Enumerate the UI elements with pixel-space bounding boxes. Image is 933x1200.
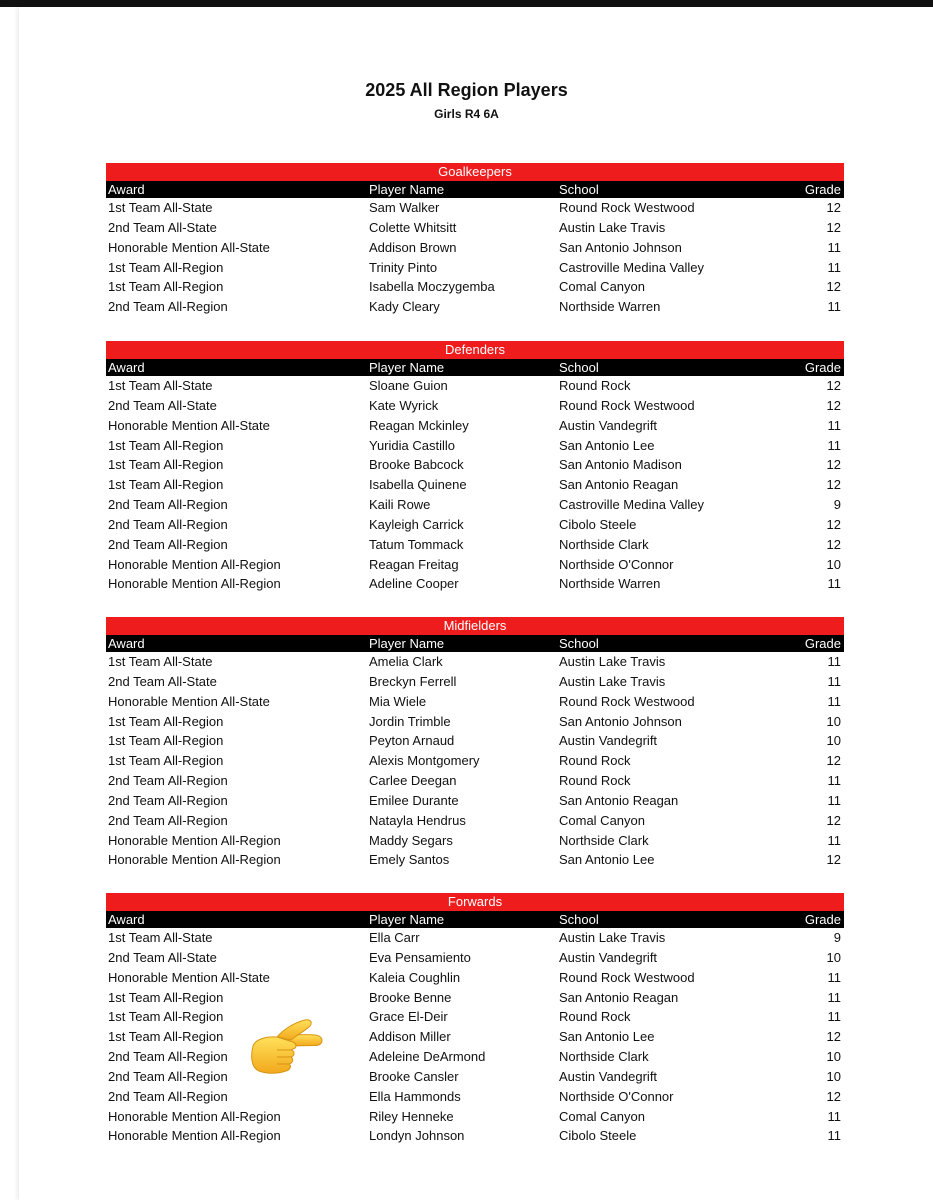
- school-cell: Austin Lake Travis: [559, 673, 666, 689]
- school-cell: San Antonio Reagan: [559, 792, 679, 808]
- player-name-cell: Reagan Mckinley: [369, 417, 469, 433]
- player-name-cell: Jordin Trimble: [369, 713, 451, 729]
- award-cell: 1st Team All-Region: [108, 259, 224, 275]
- player-name-cell: Colette Whitsitt: [369, 219, 457, 235]
- grade-cell: 12: [826, 457, 841, 473]
- grade-cell: 11: [827, 773, 841, 789]
- award-cell: 1st Team All-Region: [108, 989, 224, 1005]
- grade-cell: 11: [827, 576, 841, 592]
- column-header-row: [106, 911, 844, 928]
- school-cell: San Antonio Johnson: [559, 713, 682, 729]
- grade-cell: 11: [827, 437, 841, 453]
- player-name-cell: Isabella Moczygemba: [369, 279, 495, 295]
- table-row: [106, 672, 844, 692]
- grade-cell: 11: [827, 693, 841, 709]
- player-name-cell: Yuridia Castillo: [369, 437, 455, 453]
- player-name-cell: Brooke Benne: [369, 989, 452, 1005]
- school-cell: Round Rock Westwood: [559, 693, 695, 709]
- grade-cell: 11: [827, 417, 841, 433]
- award-cell: 2nd Team All-Region: [108, 1049, 228, 1065]
- table-row: [106, 198, 844, 218]
- section-goalkeepers: [106, 163, 844, 317]
- school-cell: Round Rock: [559, 773, 631, 789]
- table-row: [106, 1126, 844, 1146]
- column-header-award: Award: [108, 912, 145, 927]
- award-cell: 1st Team All-Region: [108, 1029, 224, 1045]
- grade-cell: 10: [826, 713, 841, 729]
- award-cell: 2nd Team All-Region: [108, 773, 228, 789]
- player-name-cell: Kaleia Coughlin: [369, 969, 461, 985]
- player-name-cell: Kaili Rowe: [369, 497, 431, 513]
- award-cell: 1st Team All-Region: [108, 713, 224, 729]
- school-cell: Comal Canyon: [559, 812, 645, 828]
- player-name-cell: Emely Santos: [369, 852, 450, 868]
- award-cell: 1st Team All-Region: [108, 437, 224, 453]
- school-cell: Austin Vandegrift: [559, 733, 658, 749]
- award-cell: 2nd Team All-Region: [108, 536, 228, 552]
- table-row: [106, 1027, 844, 1047]
- grade-cell: 11: [827, 969, 841, 985]
- table-row: [106, 1107, 844, 1127]
- table-row: [106, 376, 844, 396]
- player-name-cell: Breckyn Ferrell: [369, 673, 457, 689]
- table-row: [106, 495, 844, 515]
- award-cell: 1st Team All-State: [108, 378, 213, 393]
- school-cell: Castroville Medina Valley: [559, 259, 704, 275]
- school-cell: Castroville Medina Valley: [559, 497, 704, 513]
- grade-cell: 12: [826, 753, 841, 769]
- grade-cell: 10: [826, 733, 841, 749]
- column-header-row: [106, 181, 844, 198]
- grade-cell: 12: [826, 219, 841, 235]
- section-forwards: [106, 893, 844, 1146]
- award-cell: 2nd Team All-Region: [108, 792, 228, 808]
- school-cell: Austin Lake Travis: [559, 930, 666, 945]
- column-header-name: Player Name: [369, 912, 445, 927]
- school-cell: Austin Vandegrift: [559, 1068, 658, 1084]
- table-row: [106, 455, 844, 475]
- award-cell: 1st Team All-State: [108, 200, 213, 215]
- column-header-name: Player Name: [369, 636, 445, 651]
- grade-cell: 11: [827, 239, 841, 255]
- table-row: [106, 731, 844, 751]
- award-cell: 2nd Team All-State: [108, 949, 217, 965]
- column-header-award: Award: [108, 360, 145, 375]
- column-header-award: Award: [108, 182, 145, 197]
- award-cell: 2nd Team All-Region: [108, 1088, 228, 1104]
- player-name-cell: Riley Henneke: [369, 1108, 454, 1124]
- school-cell: San Antonio Lee: [559, 1029, 655, 1045]
- column-header-school: School: [559, 636, 599, 651]
- table-row: [106, 751, 844, 771]
- award-cell: 1st Team All-Region: [108, 279, 224, 295]
- award-cell: 2nd Team All-Region: [108, 812, 228, 828]
- school-cell: San Antonio Lee: [559, 437, 655, 453]
- document-subtitle: Girls R4 6A: [434, 107, 499, 121]
- player-name-cell: Addison Miller: [369, 1029, 451, 1045]
- player-name-cell: Addison Brown: [369, 239, 457, 255]
- player-name-cell: Grace El-Deir: [369, 1009, 448, 1025]
- grade-cell: 11: [827, 673, 841, 689]
- table-row: [106, 574, 844, 594]
- player-name-cell: Natayla Hendrus: [369, 812, 466, 828]
- school-cell: Northside O'Connor: [559, 1088, 674, 1104]
- player-name-cell: Ella Carr: [369, 930, 420, 945]
- award-cell: 2nd Team All-State: [108, 397, 217, 413]
- column-header-grade: Grade: [804, 360, 841, 375]
- school-cell: Round Rock: [559, 378, 631, 393]
- player-name-cell: Peyton Arnaud: [369, 733, 455, 749]
- grade-cell: 10: [826, 1068, 841, 1084]
- grade-cell: 11: [827, 654, 841, 669]
- school-cell: Austin Vandegrift: [559, 417, 658, 433]
- school-cell: Northside Warren: [559, 576, 661, 592]
- table-row: [106, 258, 844, 278]
- table-row: [106, 475, 844, 495]
- column-header-name: Player Name: [369, 182, 445, 197]
- player-name-cell: Adeline Cooper: [369, 576, 459, 592]
- grade-cell: 10: [826, 1049, 841, 1065]
- table-row: [106, 712, 844, 732]
- player-name-cell: Reagan Freitag: [369, 556, 459, 572]
- award-cell: 1st Team All-Region: [108, 753, 224, 769]
- table-row: [106, 968, 844, 988]
- player-name-cell: Brooke Cansler: [369, 1068, 459, 1084]
- grade-cell: 12: [826, 812, 841, 828]
- grade-cell: 11: [827, 989, 841, 1005]
- column-header-grade: Grade: [804, 182, 841, 197]
- table-row: [106, 1067, 844, 1087]
- award-cell: Honorable Mention All-Region: [108, 556, 281, 572]
- grade-cell: 10: [826, 949, 841, 965]
- grade-cell: 12: [826, 1088, 841, 1104]
- school-cell: Round Rock: [559, 1009, 631, 1025]
- award-cell: Honorable Mention All-State: [108, 417, 270, 433]
- award-cell: Honorable Mention All-State: [108, 969, 270, 985]
- table-row: [106, 692, 844, 712]
- grade-cell: 12: [826, 477, 841, 493]
- player-name-cell: Kayleigh Carrick: [369, 516, 464, 532]
- player-name-cell: Tatum Tommack: [369, 536, 464, 552]
- award-cell: Honorable Mention All-State: [108, 693, 270, 709]
- school-cell: Northside Clark: [559, 832, 649, 848]
- grade-cell: 11: [827, 259, 841, 275]
- award-cell: Honorable Mention All-Region: [108, 832, 281, 848]
- school-cell: Comal Canyon: [559, 1108, 645, 1124]
- column-header-award: Award: [108, 636, 145, 651]
- section-defenders: [106, 341, 844, 594]
- school-cell: Round Rock Westwood: [559, 969, 695, 985]
- document-title: 2025 All Region Players: [365, 80, 568, 100]
- school-cell: Austin Lake Travis: [559, 219, 666, 235]
- column-header-row: [106, 635, 844, 652]
- grade-cell: 12: [826, 852, 841, 868]
- award-cell: 1st Team All-Region: [108, 457, 224, 473]
- table-row: [106, 555, 844, 575]
- award-cell: Honorable Mention All-State: [108, 239, 270, 255]
- grade-cell: 12: [826, 1029, 841, 1045]
- table-row: [106, 535, 844, 555]
- player-name-cell: Mia Wiele: [369, 693, 427, 709]
- table-row: [106, 218, 844, 238]
- table-row: [106, 850, 844, 870]
- grade-cell: 12: [826, 397, 841, 413]
- award-cell: Honorable Mention All-Region: [108, 576, 281, 592]
- award-cell: Honorable Mention All-Region: [108, 852, 281, 868]
- grade-cell: 11: [827, 1108, 841, 1124]
- player-name-cell: Brooke Babcock: [369, 457, 464, 473]
- award-cell: 2nd Team All-Region: [108, 1068, 228, 1084]
- pointing-hand-icon: [247, 1016, 323, 1084]
- table-row: [106, 277, 844, 297]
- award-cell: 1st Team All-Region: [108, 477, 224, 493]
- column-header-school: School: [559, 182, 599, 197]
- school-cell: Round Rock: [559, 753, 631, 769]
- table-row: [106, 771, 844, 791]
- grade-cell: 10: [826, 556, 841, 572]
- player-name-cell: Alexis Montgomery: [369, 753, 480, 769]
- grade-cell: 11: [827, 832, 841, 848]
- grade-cell: 11: [827, 792, 841, 808]
- player-name-cell: Emilee Durante: [369, 792, 459, 808]
- school-cell: Austin Lake Travis: [559, 654, 666, 669]
- player-name-cell: Amelia Clark: [369, 654, 443, 669]
- grade-cell: 11: [827, 299, 841, 315]
- column-header-row: [106, 359, 844, 376]
- table-row: [106, 1087, 844, 1107]
- school-cell: Northside Clark: [559, 536, 649, 552]
- table-row: [106, 948, 844, 968]
- grade-cell: 12: [826, 279, 841, 295]
- section-header: Goalkeepers: [106, 163, 844, 181]
- award-cell: 1st Team All-State: [108, 930, 213, 945]
- school-cell: Northside Warren: [559, 299, 661, 315]
- table-row: [106, 238, 844, 258]
- school-cell: San Antonio Reagan: [559, 989, 679, 1005]
- column-header-school: School: [559, 912, 599, 927]
- award-cell: 2nd Team All-Region: [108, 299, 228, 315]
- player-name-cell: Ella Hammonds: [369, 1088, 461, 1104]
- table-row: [106, 988, 844, 1008]
- grade-cell: 12: [826, 536, 841, 552]
- section-midfielders: [106, 617, 844, 870]
- table-row: [106, 791, 844, 811]
- player-name-cell: Kate Wyrick: [369, 397, 439, 413]
- award-cell: Honorable Mention All-Region: [108, 1108, 281, 1124]
- player-name-cell: Maddy Segars: [369, 832, 453, 848]
- player-name-cell: Isabella Quinene: [369, 477, 467, 493]
- section-header: Forwards: [106, 893, 844, 911]
- table-row: [106, 297, 844, 317]
- table-row: [106, 396, 844, 416]
- award-cell: 1st Team All-Region: [108, 1009, 224, 1025]
- player-name-cell: Sloane Guion: [369, 378, 448, 393]
- table-row: [106, 831, 844, 851]
- table-row: [106, 436, 844, 456]
- player-name-cell: Sam Walker: [369, 200, 440, 215]
- grade-cell: 9: [833, 497, 841, 513]
- grade-cell: 12: [826, 200, 841, 215]
- award-cell: 2nd Team All-State: [108, 219, 217, 235]
- award-cell: 2nd Team All-Region: [108, 516, 228, 532]
- table-row: [106, 811, 844, 831]
- award-cell: Honorable Mention All-Region: [108, 1128, 281, 1144]
- school-cell: San Antonio Lee: [559, 852, 655, 868]
- column-header-grade: Grade: [804, 912, 841, 927]
- player-name-cell: Carlee Deegan: [369, 773, 457, 789]
- school-cell: Round Rock Westwood: [559, 397, 695, 413]
- school-cell: Round Rock Westwood: [559, 200, 695, 215]
- column-header-name: Player Name: [369, 360, 445, 375]
- table-row: [106, 652, 844, 672]
- school-cell: San Antonio Madison: [559, 457, 682, 473]
- school-cell: Cibolo Steele: [559, 516, 637, 532]
- grade-cell: 9: [833, 930, 841, 945]
- award-cell: 2nd Team All-State: [108, 673, 217, 689]
- award-cell: 1st Team All-Region: [108, 733, 224, 749]
- grade-cell: 12: [826, 516, 841, 532]
- school-cell: San Antonio Reagan: [559, 477, 679, 493]
- school-cell: Northside Clark: [559, 1049, 649, 1065]
- player-name-cell: Kady Cleary: [369, 299, 440, 315]
- award-cell: 2nd Team All-Region: [108, 497, 228, 513]
- table-row: [106, 1047, 844, 1067]
- column-header-school: School: [559, 360, 599, 375]
- school-cell: Comal Canyon: [559, 279, 645, 295]
- section-header: Midfielders: [106, 617, 844, 635]
- player-name-cell: Adeleine DeArmond: [369, 1049, 486, 1065]
- school-cell: San Antonio Johnson: [559, 239, 682, 255]
- player-name-cell: Eva Pensamiento: [369, 949, 471, 965]
- player-name-cell: Trinity Pinto: [369, 259, 438, 275]
- table-row: [106, 1007, 844, 1027]
- award-cell: 1st Team All-State: [108, 654, 213, 669]
- table-row: [106, 928, 844, 948]
- grade-cell: 12: [826, 378, 841, 393]
- player-name-cell: Londyn Johnson: [369, 1128, 465, 1144]
- school-cell: Northside O'Connor: [559, 556, 674, 572]
- column-header-grade: Grade: [804, 636, 841, 651]
- top-bar: [0, 0, 933, 7]
- table-row: [106, 416, 844, 436]
- grade-cell: 11: [827, 1128, 841, 1144]
- school-cell: Cibolo Steele: [559, 1128, 637, 1144]
- section-header: Defenders: [106, 341, 844, 359]
- school-cell: Austin Vandegrift: [559, 949, 658, 965]
- table-row: [106, 515, 844, 535]
- grade-cell: 11: [827, 1009, 841, 1025]
